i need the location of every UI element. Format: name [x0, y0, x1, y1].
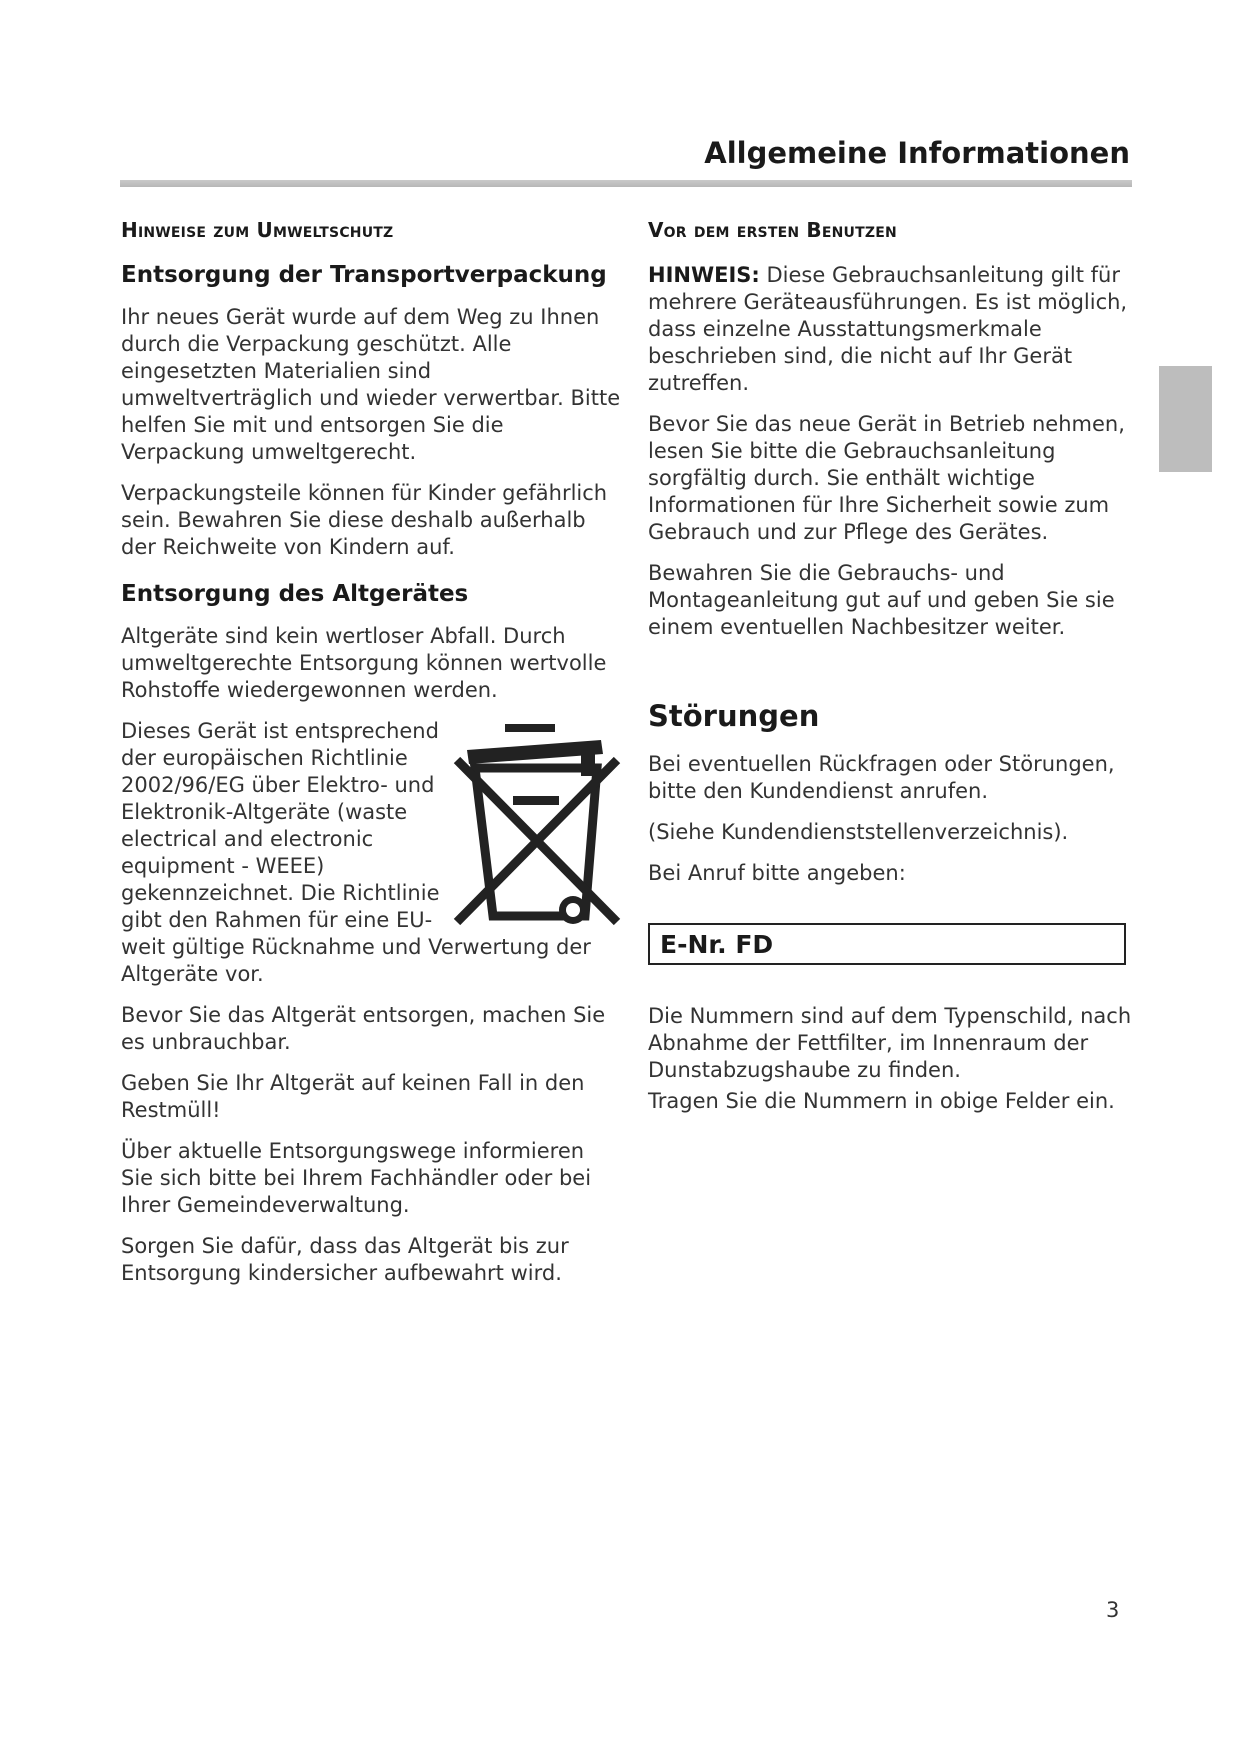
paragraph: Sorgen Sie dafür, dass das Altgerät bis zur Entsorgung kindersicher aufbewahrt wird.	[121, 1234, 569, 1285]
paragraph: Ihr neues Gerät wurde auf dem Weg zu Ihnen durch die Verpackung geschützt. Alle eingesetzten Materialien sind umweltverträglich und wieder verwertbar. Bitte helfen Sie mit und entsorgen Sie die Verpackung umweltgerecht.	[121, 305, 621, 464]
hinweis-label: HINWEIS:	[648, 263, 760, 287]
paragraph: Bei Anruf bitte angeben:	[648, 861, 906, 885]
subheading-altgeraet: Entsorgung des Altgerätes	[121, 581, 469, 607]
page-number: 3	[1106, 1598, 1120, 1622]
enr-field[interactable]	[648, 923, 1126, 965]
paragraph-weee: Dieses Gerät ist entsprechend der europäischen Richtlinie 2002/96/EG über Elektro- und Elektronik-Altgeräte (waste electrical and electronic equipment - WEEE) gekennzeichnet. Die Richtlinie gibt den Rahmen für eine EU-weit gültige Rücknahme und Verwertung der Altgeräte vor.	[121, 719, 591, 986]
paragraph: Geben Sie Ihr Altgerät auf keinen Fall in den Restmüll!	[121, 1071, 585, 1122]
section-title-erster-benutzen: Vor dem ersten Benutzen	[648, 218, 897, 242]
paragraph-hinweis	[648, 262, 1138, 397]
enr-label: E-Nr. FD	[660, 929, 774, 959]
paragraph: Bei eventuellen Rückfragen oder Störungen, bitte den Kundendienst anrufen.	[648, 752, 1115, 803]
paragraph: Bevor Sie das Altgerät entsorgen, machen Sie es unbrauchbar.	[121, 1003, 606, 1054]
heading-stoerungen: Störungen	[648, 699, 820, 733]
left-column	[121, 218, 621, 1301]
crossed-out-wheelie-bin-icon	[453, 720, 621, 928]
paragraph: Über aktuelle Entsorgungswege informieren Sie sich bitte bei Ihrem Fachhändler oder bei Ihrer Gemeindeverwaltung.	[121, 1139, 592, 1217]
page-header-title: Allgemeine Informationen	[704, 136, 1130, 170]
paragraph: Tragen Sie die Nummern in obige Felder ein.	[648, 1089, 1115, 1113]
subheading-transportverpackung: Entsorgung der Transportverpackung	[121, 262, 607, 288]
paragraph: Bevor Sie das neue Gerät in Betrieb nehmen, lesen Sie bitte die Gebrauchsanleitung sorgfältig durch. Sie enthält wichtige Informationen für Ihre Sicherheit sowie zum Gebrauch und zur Pflege des Gerätes.	[648, 412, 1125, 544]
weee-block	[121, 718, 621, 988]
paragraph: Altgeräte sind kein wertloser Abfall. Durch umweltgerechte Entsorgung können wertvolle Rohstoffe wiedergewonnen werden.	[121, 624, 607, 702]
header-rule	[120, 180, 1132, 187]
right-column	[648, 218, 1138, 1129]
section-title-umweltschutz: Hinweise zum Umweltschutz	[121, 218, 394, 242]
paragraph: Die Nummern sind auf dem Typenschild, nach Abnahme der Fettfilter, im Innenraum der Dunstabzugshaube zu finden.	[648, 1004, 1132, 1082]
paragraph: Bewahren Sie die Gebrauchs- und Montageanleitung gut auf und geben Sie sie einem eventuellen Nachbesitzer weiter.	[648, 561, 1115, 639]
side-tab-marker	[1159, 366, 1212, 472]
paragraph: Verpackungsteile können für Kinder gefährlich sein. Bewahren Sie diese deshalb außerhalb der Reichweite von Kindern auf.	[121, 481, 608, 559]
hinweis-text: Diese Gebrauchsanleitung gilt für mehrere Geräteausführungen. Es ist möglich, dass einzelne Ausstattungsmerkmale beschrieben sind, die nicht auf Ihr Gerät zutreffen.	[648, 263, 1128, 395]
paragraph: (Siehe Kundendienststellenverzeichnis).	[648, 820, 1069, 844]
